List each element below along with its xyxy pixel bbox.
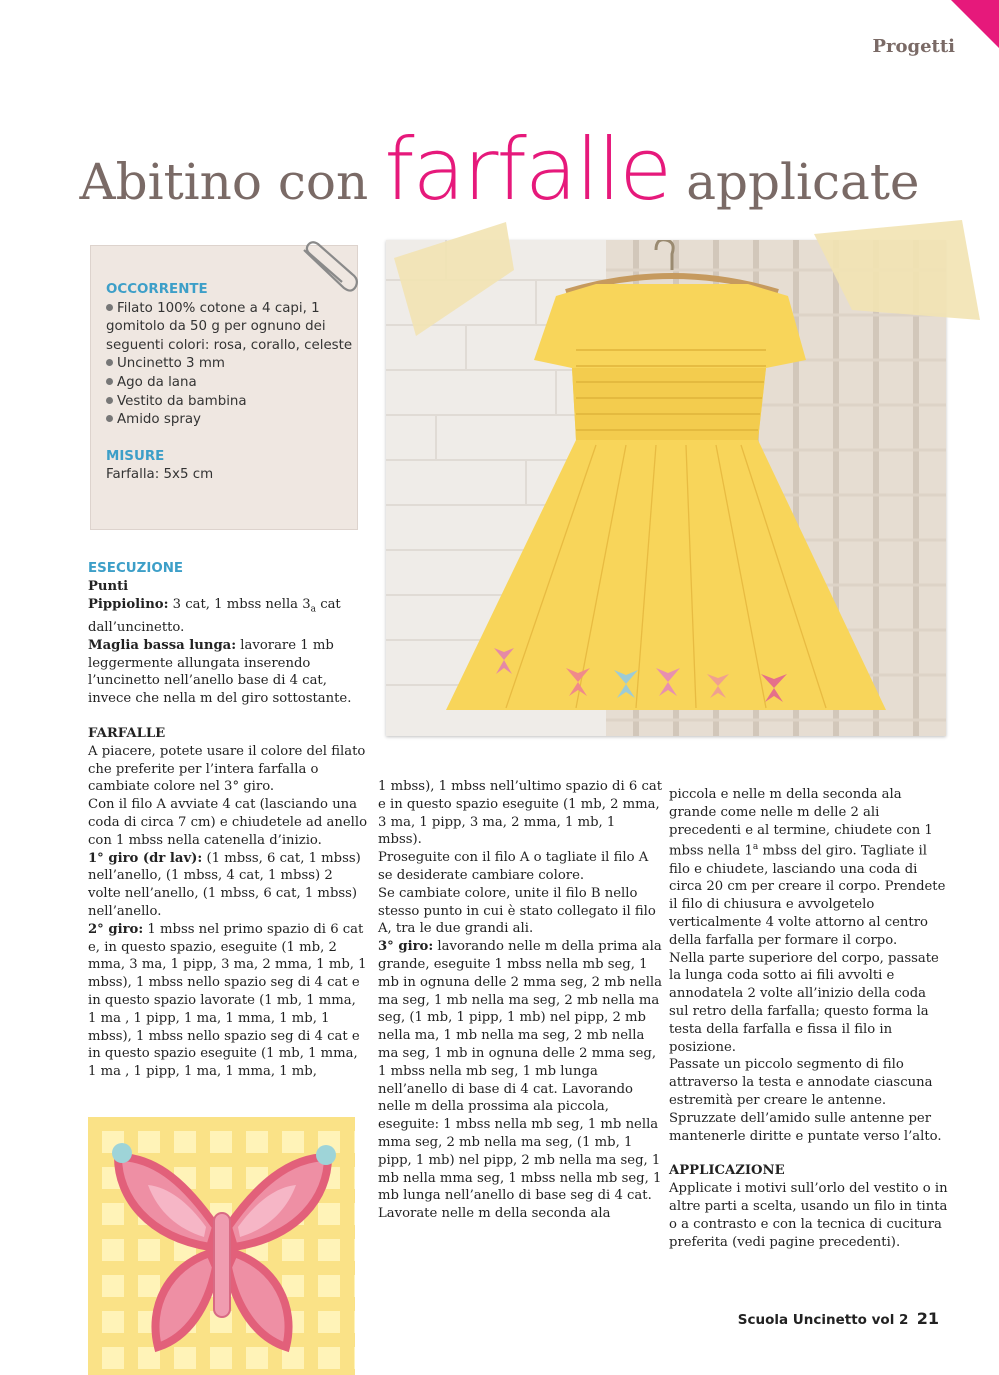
bullet-icon (106, 415, 113, 422)
materials-heading: OCCORRENTE (106, 282, 208, 297)
tape-strip (386, 218, 516, 338)
bullet-icon (106, 378, 113, 385)
paperclip-icon (296, 236, 362, 298)
column-2-paragraph: Proseguite con il filo A o tagliate il filo A se desiderate cambiare colore. (378, 850, 649, 883)
pippiolino-paragraph: Pippiolino: 3 cat, 1 mbss nella $3_a$ cat dall’uncinetto. (88, 596, 341, 636)
materials-item: Vestito da bambina (106, 393, 356, 412)
column-2-paragraph: Se cambiate colore, unite il filo B nello stesso punto in cui è stato collegato il filo A, tra le due grandi ali. (378, 885, 656, 937)
materials-item: Amido spray (106, 411, 356, 430)
materials-item: Uncinetto 3 mm (106, 355, 356, 374)
farfalle-heading: FARFALLE (88, 726, 166, 742)
materials-item: Ago da lana (106, 374, 356, 393)
materials-item: Filato 100% cotone a 4 capi, 1 gomitolo da 50 g per ognuno dei seguenti colori: rosa, corallo, celeste (106, 300, 353, 353)
section-label: Progetti (872, 36, 955, 57)
magazine-name: Scuola Uncinetto vol 2 (737, 1312, 909, 1328)
column-3-paragraph: Passate un piccolo segmento di filo attraverso la testa e annodate ciascuna estremità per creare le antenne. (669, 1057, 933, 1108)
page-number: 21 (916, 1309, 939, 1328)
column-3-paragraph: Spruzzate dell’amido sulle antenne per mantenerle diritte e puntate verso l’alto. (669, 1110, 942, 1144)
giro-1-paragraph: 1° giro (dr lav): (1 mbss, 6 cat, 1 mbss) nell’anello, (1 mbss, 4 cat, 1 mbss) 2 volte nell’anello, (1 mbss, 6 cat, 1 mbss) nell’anello. (88, 850, 361, 919)
maglia-paragraph: Maglia bassa lunga: lavorare 1 mb leggermente allungata inserendo l’uncinetto nell’anello base di 4 cat, invece che nella m del giro sottostante. (88, 637, 352, 707)
column-3-paragraph: piccola e nelle m della seconda ala grande come nelle m delle 2 ali precedenti e al termine, chiudete con 1 mbss nella 1$^a$ mbss del giro. Tagliate il filo e chiudete, lasciando una coda di circa 20 cm per creare il corpo. Prendete il filo di chiusura e avvolgetelo verticalmente 4 volte attorno al centro della farfalla per formare il corpo. (669, 787, 946, 948)
measures-heading: MISURE (106, 448, 165, 464)
execution-heading: ESECUZIONE (88, 561, 184, 576)
bullet-icon (106, 304, 113, 311)
page-footer (738, 1309, 939, 1328)
bullet-icon (106, 397, 113, 404)
title-part-2: farfalle (384, 120, 671, 220)
title-part-3: applicate (686, 153, 920, 211)
measures-text: Farfalla: 5x5 cm (106, 467, 214, 483)
giro-3-paragraph: 3° giro: lavorando nelle m della prima ala grande, eseguite 1 mbss nella mb seg, 1 mb in ognuna delle 2 mma seg, 2 mb nella ma seg, 1 mb nella ma seg, 2 mb nella ma seg, (1 mb, 1 pipp, 1 mb) nel pipp, 2 mb nella ma, 1 mb nella ma seg, 2 mb nella ma seg, 1 mb in ognuna delle 2 mma seg, 1 mbss nella mb seg, 1 mb lunga nell’anello di base di 4 cat. Lavorando nelle m della prossima ala piccola, eseguite: 1 mbss nella mb seg, 1 mb nella mma seg, 2 mb nella ma seg, (1 mb, 1 pipp, 1 mb) nel pipp, 2 mb nella ma seg, 1 mb nella mma seg, 1 mbss nella mb seg, 1 mb lunga nell’anello di base seg di 4 cat. (378, 939, 662, 1204)
farfalle-intro: A piacere, potete usare il colore del filato che preferite per l’intera farfalla o cambiate colore nel 3° giro. (88, 743, 366, 795)
text-column-1 (88, 560, 368, 1081)
tape-strip (812, 214, 982, 334)
column-2-paragraph: 1 mbss), 1 mbss nell’ultimo spazio di 6 cat e in questo spazio eseguite (1 mb, 2 mma, 3 ma, 1 pipp, 3 ma, 2 mma, 1 mb, 1 mbss). (378, 779, 662, 848)
text-column-3 (669, 786, 949, 1251)
farfalle-start: Con il filo A avviate 4 cat (lasciando una coda di circa 7 cm) e chiudetele ad anello con 1 mbss nella catenella d’inizio. (88, 797, 368, 848)
giro-2-paragraph: 2° giro: 1 mbss nel primo spazio di 6 cat e, in questo spazio, eseguite (1 mb, 2 mma, 3 ma, 1 pipp, 3 ma, 2 mma, 1 mb, 1 mbss), 1 mbss nello spazio seg di 4 cat e in questo spazio lavorate (1 mb, 1 mma, 1 ma , 1 pipp, 1 ma, 1 mma, 1 mb, 1 mbss), 1 mbss nello spazio seg di 4 cat e in questo spazio eseguite (1 mb, 1 mma, 1 ma , 1 pipp, 1 ma, 1 mma, 1 mb, (88, 921, 367, 1080)
butterfly-illustration (88, 1117, 355, 1375)
corner-tab (951, 0, 999, 48)
application-text: Applicate i motivi sull’orlo del vestito o in altre parti a scelta, usando un filo in tinta o a contrasto e con la tecnica di cucitura preferita (vedi pagine precedenti). (669, 1181, 948, 1250)
title-part-1: Abitino con (79, 153, 369, 211)
bullet-icon (106, 359, 113, 366)
text-column-2 (378, 778, 662, 1223)
butterfly-photo (88, 1117, 355, 1375)
application-heading: APPLICAZIONE (669, 1163, 785, 1179)
page-title (0, 120, 999, 220)
column-3-paragraph: Nella parte superiore del corpo, passate la lunga coda sotto ai fili avvolti e annodatela 2 volte all’inizio della coda sul retro della farfalla; questo forma la testa della farfalla e fissa il filo in posizione. (669, 950, 939, 1055)
stitches-heading: Punti (88, 578, 129, 594)
column-2-paragraph: Lavorate nelle m della seconda ala (378, 1206, 611, 1222)
